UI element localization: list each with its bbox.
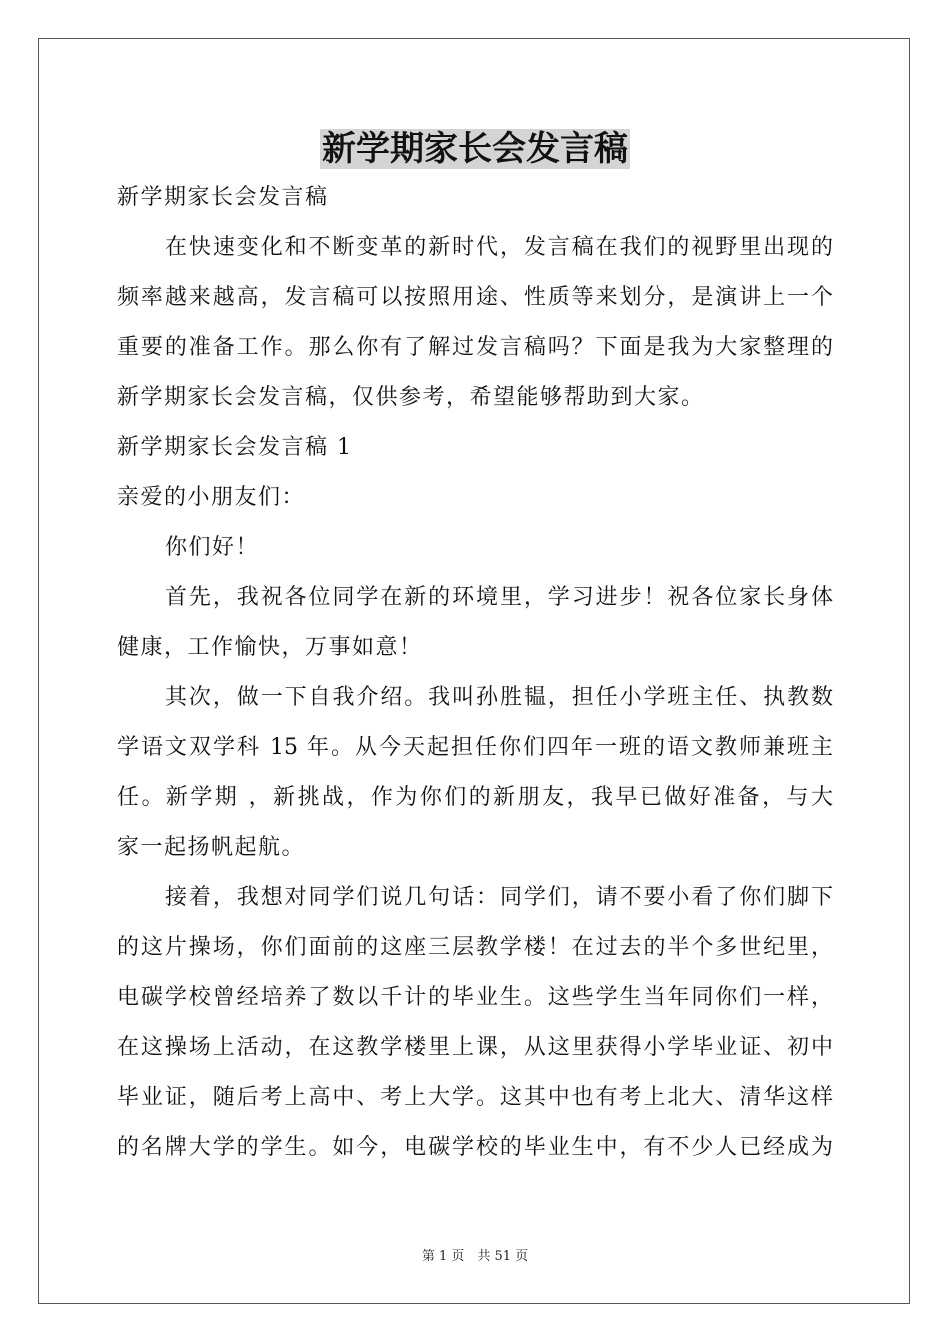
paragraph-line: 的这片操场，你们面前的这座三层教学楼！在过去的半个多世纪里，	[117, 935, 833, 960]
paragraph-line: 新学期家长会发言稿，仅供参考，希望能够帮助到大家。	[117, 385, 705, 410]
paragraph-line: 其次，做一下自我介绍。我叫孙胜韫，担任小学班主任、执教数	[165, 685, 833, 710]
paragraph-line: 重要的准备工作。那么你有了解过发言稿吗？下面是我为大家整理的	[117, 335, 833, 360]
page-footer: 第 1 页 共 51 页	[421, 1249, 529, 1264]
paragraph-line: 健康，工作愉快，万事如意！	[117, 635, 423, 660]
greeting-line: 你们好！	[165, 535, 260, 560]
paragraph-line: 在快速变化和不断变革的新时代，发言稿在我们的视野里出现的	[165, 235, 833, 260]
page-border	[38, 38, 910, 1304]
paragraph-line: 首先，我祝各位同学在新的环境里，学习进步！祝各位家长身体	[165, 585, 833, 610]
paragraph-line: 任。新学期 ，新挑战，作为你们的新朋友，我早已做好准备，与大	[117, 785, 833, 810]
paragraph-line: 家一起扬帆起航。	[117, 835, 306, 860]
paragraph-line: 电碳学校曾经培养了数以千计的毕业生。这些学生当年同你们一样，	[117, 985, 833, 1010]
paragraph-line: 的名牌大学的学生。如今，电碳学校的毕业生中，有不少人已经成为	[117, 1135, 833, 1160]
document-title: 新学期家长会发言稿	[322, 129, 628, 169]
paragraph-line: 毕业证，随后考上高中、考上大学。这其中也有考上北大、清华这样	[117, 1085, 833, 1110]
section-heading: 新学期家长会发言稿 1	[117, 435, 353, 460]
paragraph-line: 在这操场上活动，在这教学楼里上课，从这里获得小学毕业证、初中	[117, 1035, 833, 1060]
paragraph-line: 频率越来越高，发言稿可以按照用途、性质等来划分，是演讲上一个	[117, 285, 833, 310]
salutation-line: 亲爱的小朋友们：	[117, 485, 306, 510]
paragraph-line: 接着，我想对同学们说几句话：同学们，请不要小看了你们脚下	[165, 885, 833, 910]
paragraph-line: 学语文双学科 15 年。从今天起担任你们四年一班的语文教师兼班主	[117, 735, 833, 760]
subtitle-line: 新学期家长会发言稿	[117, 185, 329, 210]
